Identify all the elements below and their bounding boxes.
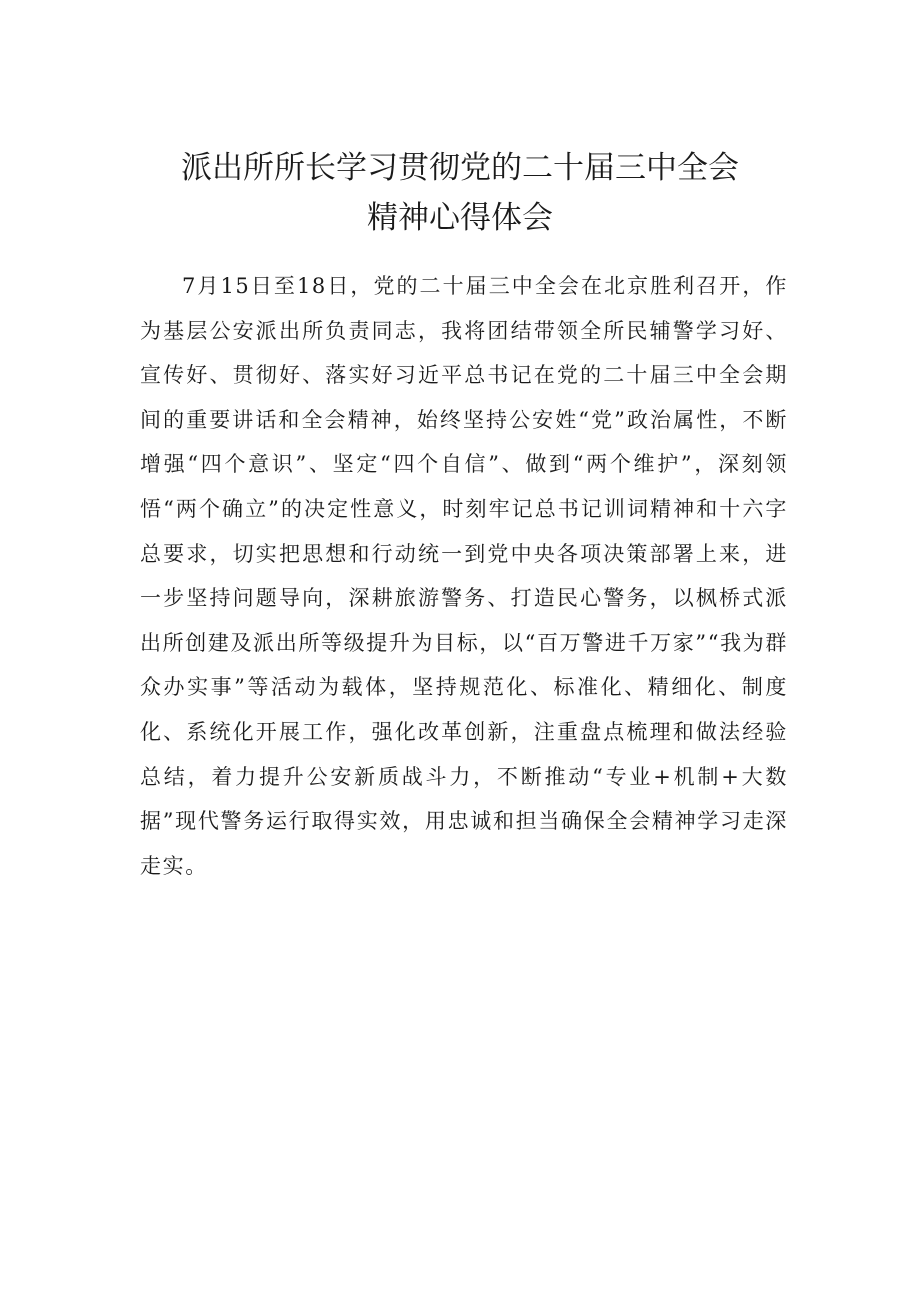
body-paragraph: 7月15日至18日，党的二十届三中全会在北京胜利召开，作为基层公安派出所负责同志，我将团结带领全所民辅警学习好、宣传好、贯彻好、落实好习近平总书记在党的二十届三中全会期间的重要讲话和全会精神，始终坚持公安姓“党”政治属性，不断增强“四个意识”、坚定“四个自信”、做到“两个维护”，深刻领悟“两个确立”的决定性意义，时刻牢记总书记训词精神和十六字总要求，切实把思想和行动统一到党中央各项决策部署上来，进一步坚持问题导向，深耕旅游警务、打造民心警务，以枫桥式派出所创建及派出所等级提升为目标，以“百万警进千万家”“我为群众办实事”等活动为载体，坚持规范化、标准化、精细化、制度化、系统化开展工作，强化改革创新，注重盘点梳理和做法经验总结，着力提升公安新质战斗力，不断推动“专业+机制+大数据”现代警务运行取得实效，用忠诚和担当确保全会精神学习走深走实。 [140, 274, 788, 878]
document-title-line-2: 精神心得体会 [367, 200, 553, 236]
document-title-line-1: 派出所所长学习贯彻党的二十届三中全会 [181, 150, 739, 186]
